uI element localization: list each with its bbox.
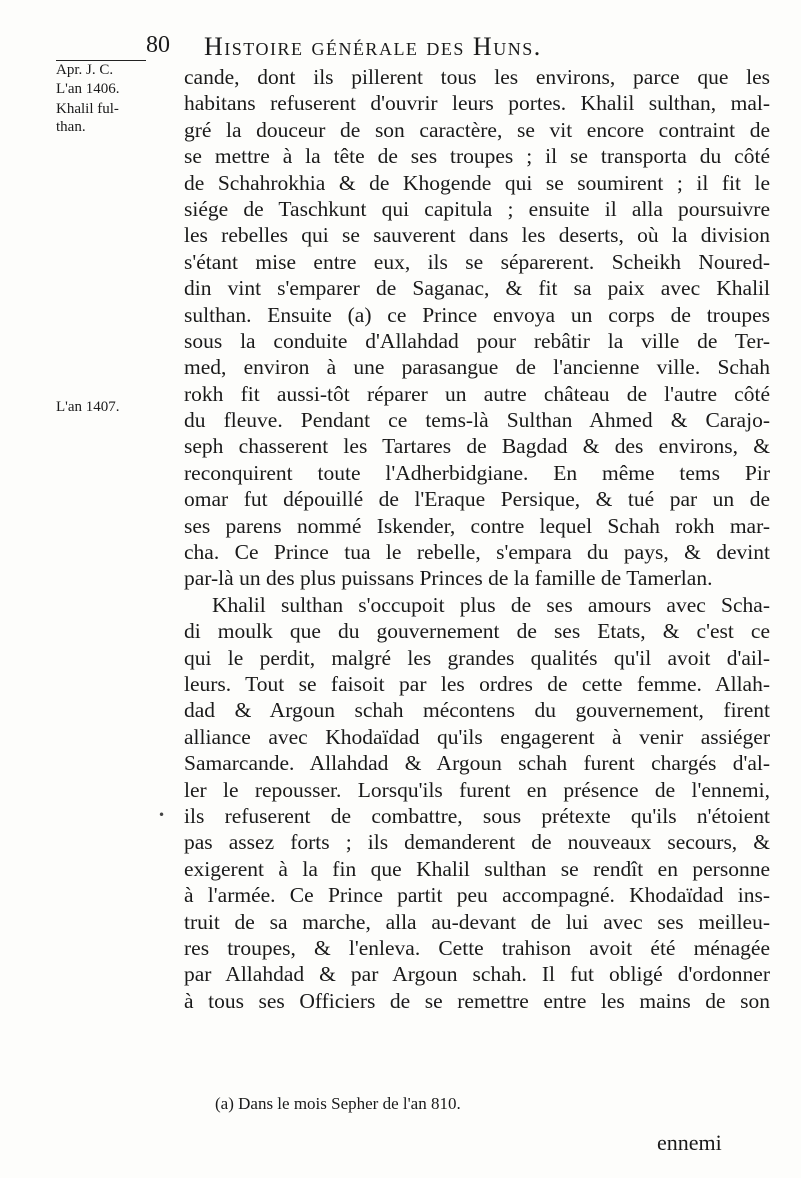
text-line: ils refuserent de combattre, sous prétexte qu'ils n'étoient bbox=[184, 803, 770, 828]
text-line: omar fut dépouillé de l'Eraque Persique, & tué par un de bbox=[184, 487, 770, 512]
margin-note-year-1407 bbox=[56, 398, 146, 416]
text-line: du fleuve. Pendant ce tems-là Sulthan Ahmed & Carajo- bbox=[184, 408, 770, 433]
text-line: reconquirent toute l'Adherbidgiane. En même tems Pir bbox=[184, 460, 770, 485]
text-line: leurs. Tout se faisoit par les ordres de cette femme. Allah- bbox=[184, 671, 770, 696]
text-line: se mettre à la tête de ses troupes ; il se transporta du côté bbox=[184, 144, 770, 169]
text-line: gré la douceur de son caractère, se vit encore contraint de bbox=[184, 117, 770, 142]
page-number: 80 bbox=[146, 32, 170, 58]
text-line: les rebelles qui se sauverent dans les deserts, où la division bbox=[184, 223, 770, 248]
text-line: par-là un des plus puissans Princes de la famille de Tamerlan. bbox=[184, 566, 713, 591]
catchword: ennemi bbox=[657, 1130, 722, 1155]
text-line: s'étant mise entre eux, ils se séparerent. Scheikh Noured- bbox=[184, 249, 770, 274]
margin-note-apr-jc bbox=[56, 60, 146, 79]
text-line: cande, dont ils pillerent tous les environs, parce que les bbox=[184, 65, 770, 89]
text-line: ses parens nommé Iskender, contre lequel Schah rokh mar- bbox=[184, 513, 770, 538]
text-line: Khalil sulthan s'occupoit plus de ses amours avec Scha- bbox=[212, 592, 770, 617]
text-line: siége de Taschkunt qui capitula ; ensuite il alla poursuivre bbox=[184, 196, 770, 221]
running-title: Histoire générale des Huns. bbox=[204, 32, 542, 61]
margin-note-khalil-sulthan bbox=[56, 100, 146, 136]
margin-note-text: Apr. J. C. bbox=[56, 62, 114, 78]
text-line: exigerent à la fin que Khalil sulthan se rendît en personne bbox=[184, 856, 770, 881]
text-line: rokh fit aussi-tôt réparer un autre château de l'autre côté bbox=[184, 381, 770, 406]
text-line: de Schahrokhia & de Khogende qui se soumirent ; il fit le bbox=[184, 170, 770, 195]
text-line: res troupes, & l'enleva. Cette trahison avoit été ménagée bbox=[184, 935, 770, 960]
text-line: ler le repousser. Lorsqu'ils furent en présence de l'ennemi, bbox=[184, 777, 770, 802]
margin-note-text: Khalil ful- bbox=[56, 101, 119, 117]
page-header bbox=[146, 32, 766, 66]
text-line: med, environ à une parasangue de l'ancienne ville. Schah bbox=[184, 355, 770, 380]
margin-note-text: L'an 1407. bbox=[56, 399, 120, 415]
text-line: sous la conduite d'Allahdad pour rebâtir la ville de Ter- bbox=[184, 328, 770, 353]
text-line: cha. Ce Prince tua le rebelle, s'empara du pays, & devint bbox=[184, 540, 770, 565]
text-line: seph chasserent les Tartares de Bagdad & des environs, & bbox=[184, 434, 770, 459]
ink-speck: • bbox=[158, 808, 166, 822]
margin-note-text: L'an 1406. bbox=[56, 81, 120, 97]
footnote: (a) Dans le mois Sepher de l'an 810. bbox=[215, 1094, 461, 1113]
text-line: Samarcande. Allahdad & Argoun schah furent chargés d'al- bbox=[184, 751, 770, 776]
body-text bbox=[184, 64, 770, 1014]
text-line: din vint s'emparer de Saganac, & fit sa paix avec Khalil bbox=[184, 276, 770, 301]
text-line: pas assez forts ; ils demanderent de nouveaux secours, & bbox=[184, 830, 770, 855]
text-line: habitans refuserent d'ouvrir leurs portes. Khalil sulthan, mal- bbox=[184, 91, 770, 116]
text-line: sulthan. Ensuite (a) ce Prince envoya un corps de troupes bbox=[184, 302, 770, 327]
text-line: alliance avec Khodaïdad qu'ils engagerent à venir assiéger bbox=[184, 724, 770, 749]
text-line: qui le perdit, malgré les grandes qualités qu'il avoit d'ail- bbox=[184, 645, 770, 670]
text-line: truit de sa marche, alla au-devant de lui avec ses meilleu- bbox=[184, 909, 770, 934]
text-line: à l'armée. Ce Prince partit peu accompagné. Khodaïdad ins- bbox=[184, 883, 770, 908]
margin-note-text: than. bbox=[56, 119, 86, 135]
text-line: par Allahdad & par Argoun schah. Il fut obligé d'ordonner bbox=[184, 962, 770, 987]
text-line: di moulk que du gouvernement de ses Etats, & c'est ce bbox=[184, 619, 770, 644]
text-line: dad & Argoun schah mécontens du gouvernement, firent bbox=[184, 698, 770, 723]
margin-note-year-1406 bbox=[56, 80, 146, 98]
text-line: à tous ses Officiers de se remettre entre les mains de son bbox=[184, 988, 770, 1013]
